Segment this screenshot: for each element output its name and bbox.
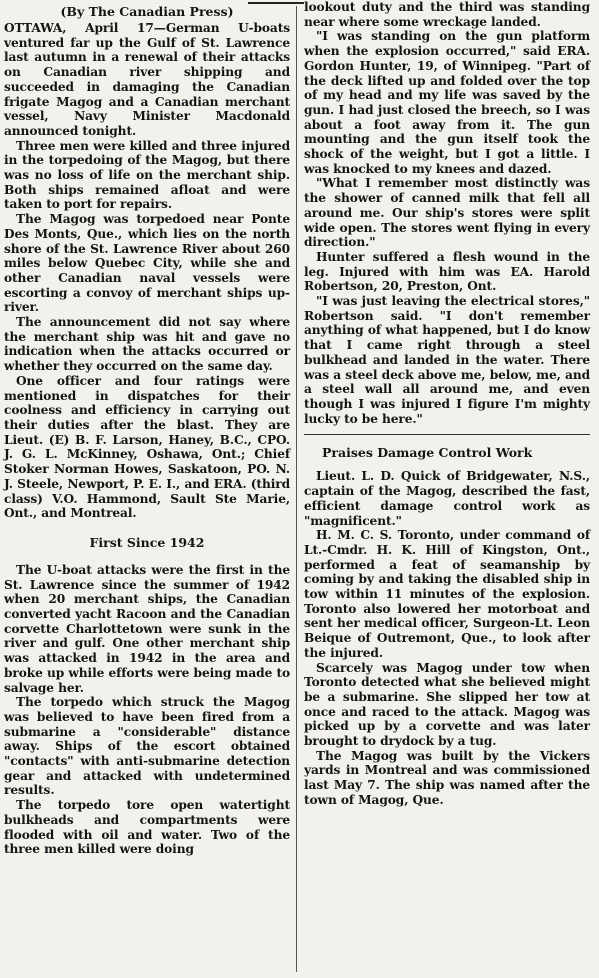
subheading-damage-control: Praises Damage Control Work	[322, 445, 533, 461]
right-column	[304, 0, 590, 808]
paragraph: The announcement did not say where the merchant ship was hit and gave no indication when the attacks occurred or whether they occurred on the same day.	[4, 315, 290, 374]
paragraph-continued: lookout duty and the third was standing near where some wreckage landed.	[304, 0, 590, 29]
subheading-first-since-1942: First Since 1942	[89, 534, 205, 550]
paragraph: The Magog was torpedoed near Ponte Des Monts, Que., which lies on the north shore of the St. Lawrence River about 260 miles below Quebec City, while she and other Canadian naval vessels were escorting a convoy of merchant ships up-river.	[4, 212, 290, 315]
column-divider	[296, 6, 297, 972]
paragraph: The U-boat attacks were the first in the St. Lawrence since the summer of 1942 when 20 merchant ships, the Canadian converted yacht Racoon and the Canadian corvette Charlottetown were sunk in the river and gulf. One other merchant ship was attacked in 1942 in the area and broke up while efforts were being made to salvage her.	[4, 562, 290, 695]
paragraph: "I was standing on the gun platform when the explosion occurred," said ERA. Gordon Hunter, 19, of Winnipeg. "Part of the deck lifted up and folded over the top of my head and my life was saved by the gun. I had just closed the breech, so I was about a foot away from it. The gun mounting and the gun itself took the shock of the weight, but I got a little. I was knocked to my knees and dazed.	[304, 29, 590, 176]
paragraph: One officer and four ratings were mentioned in dispatches for their coolness and efficiency in carrying out their duties after the blast. They are Lieut. (E) B. F. Larson, Haney, B.C., CPO. J. G. L. McKinney, Oshawa, Ont.; Chief Stoker Norman Howes, Saskatoon, PO. N. J. Steele, Newport, P. E. I., and ERA. (third class) V.O. Hammond, Sault Ste Marie, Ont., and Montreal.	[4, 373, 290, 521]
paragraph: Three men were killed and three injured in the torpedoing of the Magog, but there was no loss of life on the merchant ship. Both ships remained afloat and were taken to port for repairs.	[4, 138, 290, 212]
paragraph: Hunter suffered a flesh wound in the leg. Injured with him was EA. Harold Robertson, 20, Preston, Ont.	[304, 249, 590, 294]
paragraph: Lieut. L. D. Quick of Bridgewater, N.S., captain of the Magog, described the fast, efficient damage control work as "magnificent."	[304, 469, 590, 528]
paragraph-dateline: OTTAWA, April 17—German U-boats ventured far up the Gulf of St. Lawrence last autumn in a renewal of their attacks on Canadian river shipping and succeeded in damaging the Canadian frigate Magog and a Canadian merchant vessel, Navy Minister Macdonald announced tonight.	[4, 21, 290, 138]
paragraph: The Magog was built by the Vickers yards in Montreal and was commissioned last May 7. The ship was named after the town of Magog, Que.	[304, 748, 590, 807]
byline: (By The Canadian Press)	[60, 4, 234, 19]
left-column	[4, 4, 290, 857]
paragraph: "What I remember most distinctly was the shower of canned milk that fell all around me. Our ship's stores were split wide open. The stores went flying in every direction."	[304, 176, 590, 250]
paragraph: "I was just leaving the electrical stores," Robertson said. "I don't remember anything of what happened, but I do know that I came right through a steel bulkhead and landed in the water. There was a steel deck above me, below, me, and a steel wall all around me, and even though I was injured I figure I'm mighty lucky to be here."	[304, 294, 590, 426]
paragraph: Scarcely was Magog under tow when Toronto detected what she believed might be a submarine. She slipped her tow at once and raced to the attack. Magog was picked up by a corvette and was later brought to drydock by a tug.	[304, 660, 590, 749]
paragraph: H. M. C. S. Toronto, under command of Lt.-Cmdr. H. K. Hill of Kingston, Ont., performed a feat of seamanship by coming by and taking the disabled ship in tow within 11 minutes of the explosion. Toronto also lowered her motorboat and sent her medical officer, Surgeon-Lt. Leon Beique of Outremont, Que., to look after the injured.	[304, 528, 590, 660]
section-rule	[304, 434, 590, 435]
paragraph: The torpedo which struck the Magog was believed to have been fired from a submarine a "considerable" distance away. Ships of the escort obtained "contacts" with anti-submarine detection gear and attacked with undetermined results.	[4, 695, 290, 798]
paragraph: The torpedo tore open watertight bulkheads and compartments were flooded with oil and water. Two of the three men killed were doing	[4, 798, 290, 857]
